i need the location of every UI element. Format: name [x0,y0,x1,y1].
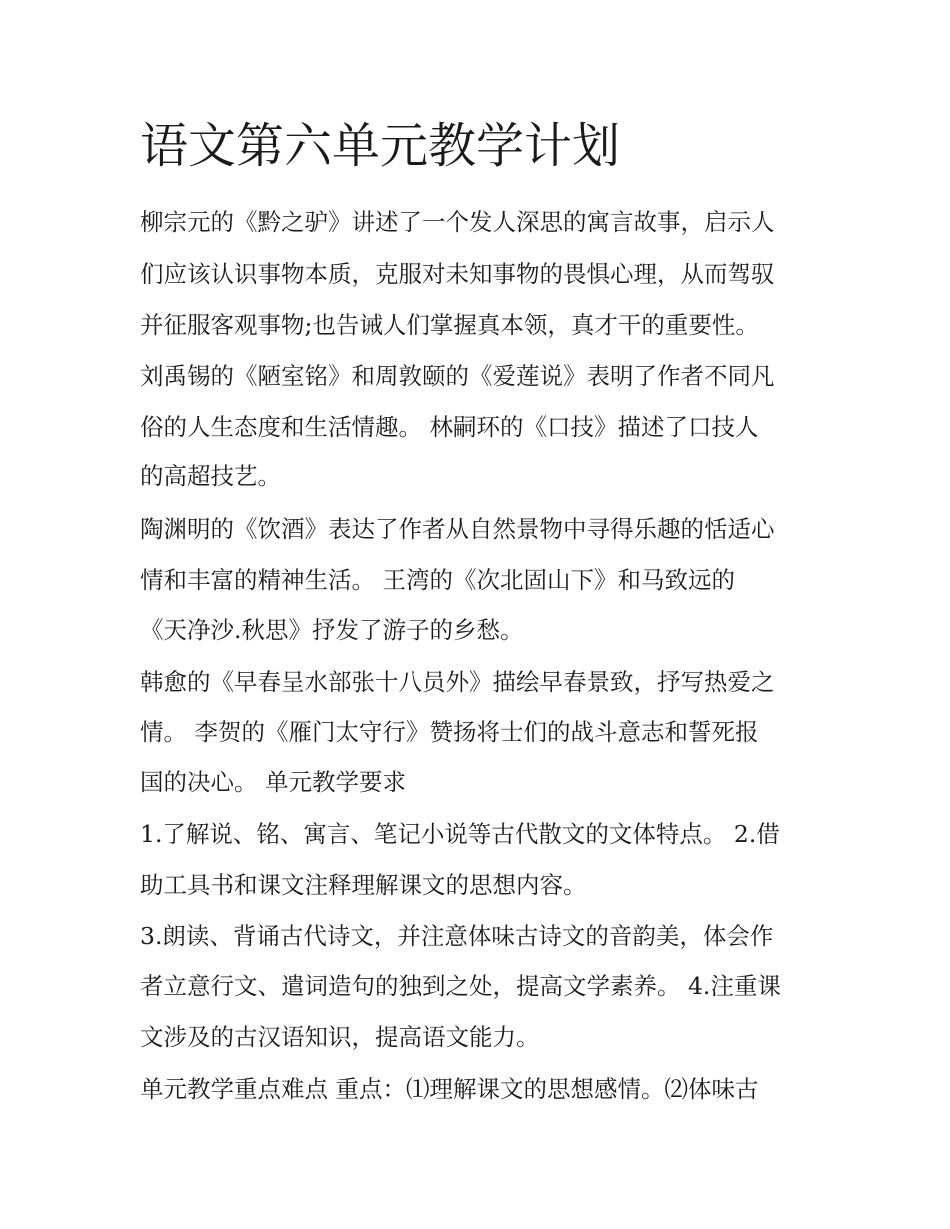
text-line: 国的决心。 单元教学要求 [140,768,406,796]
text-line: 情和丰富的精神生活。 王湾的《次北固山下》和马致远的 [140,566,735,594]
text-line: 者立意行文、遣词造句的独到之处，提高文学素养。 4.注重课 [140,972,781,1000]
text-line: 陶渊明的《饮酒》表达了作者从自然景物中寻得乐趣的恬适心 [140,515,775,543]
text-line: 的高超技艺。 [140,462,281,490]
text-line: 单元教学重点难点 重点：⑴理解课文的思想感情。⑵体味古 [140,1075,759,1103]
document-title: 语文第六单元教学计划 [140,118,621,174]
text-line: 刘禹锡的《陋室铭》和周敦颐的《爱莲说》表明了作者不同凡 [140,362,775,390]
text-line: 3.朗读、背诵古代诗文，并注意体味古诗文的音韵美，体会作 [140,922,774,950]
text-line: 们应该认识事物本质，克服对未知事物的畏惧心理，从而驾驭 [140,260,775,288]
text-line: 俗的人生态度和生活情趣。 林嗣环的《口技》描述了口技人 [140,413,759,441]
text-line: 并征服客观事物;也告诫人们掌握真本领，真才干的重要性。 [140,311,759,339]
text-line: 韩愈的《早春呈水部张十八员外》描绘早春景致，抒写热爱之 [140,668,775,696]
text-line: 《天净沙.秋思》抒发了游子的乡愁。 [140,616,524,644]
text-line: 柳宗元的《黔之驴》讲述了一个发人深思的寓言故事，启示人 [140,208,775,236]
text-line: 文涉及的古汉语知识，提高语文能力。 [140,1023,540,1051]
text-line: 情。 李贺的《雁门太守行》赞扬将士们的战斗意志和誓死报 [140,718,759,746]
text-line: 助工具书和课文注释理解课文的思想内容。 [140,871,587,899]
text-line: 1.了解说、铭、寓言、笔记小说等古代散文的文体特点。 2.借 [140,820,780,848]
